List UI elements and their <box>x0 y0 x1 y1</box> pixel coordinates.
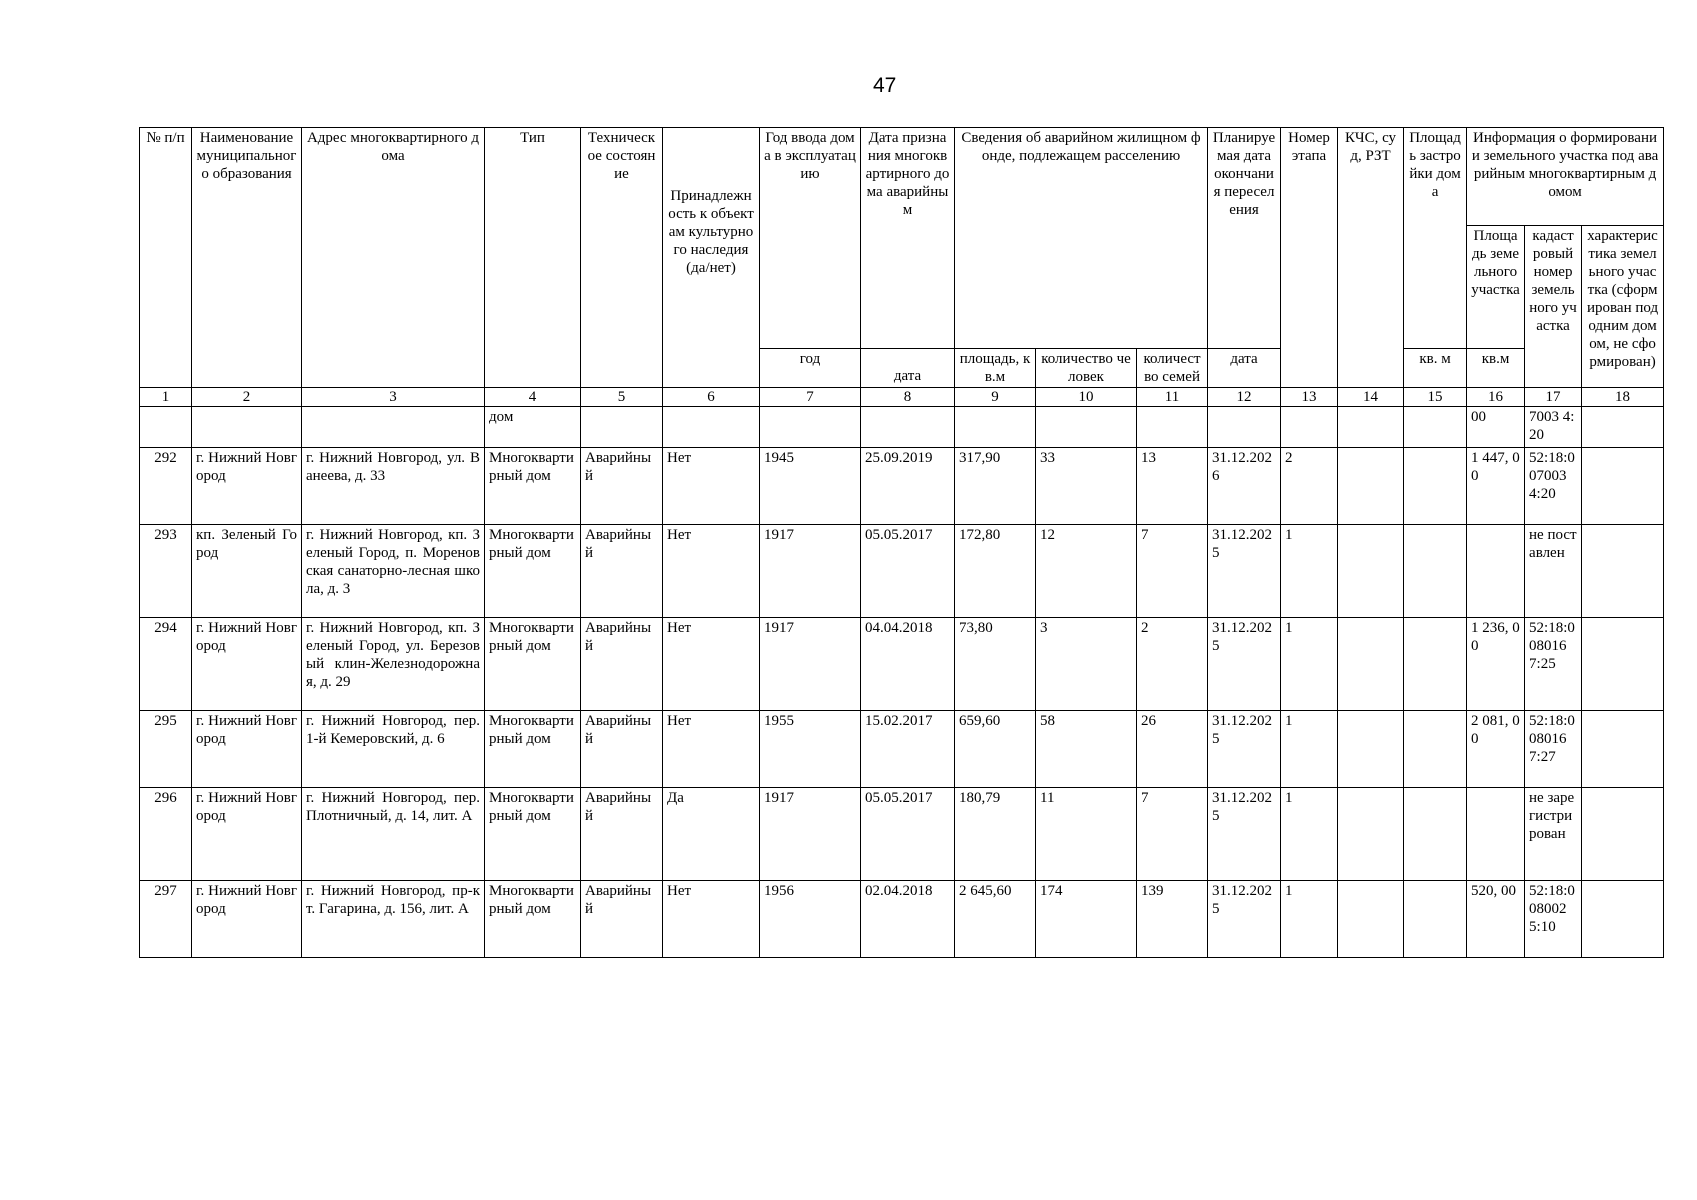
cell-built-area <box>1404 711 1467 788</box>
header-stage: Номер этапа <box>1281 128 1338 388</box>
cell-area: 2 645,60 <box>955 881 1036 958</box>
header-recognition-date: Дата признания многоквартирного дома аварийным <box>861 128 955 349</box>
cell-cadastral: 7003 4:20 <box>1525 407 1582 448</box>
cell-municipality: г. Нижний Новгород <box>192 711 302 788</box>
cell-planned-date: 31.12.2025 <box>1208 525 1281 618</box>
cell-heritage: Нет <box>663 881 760 958</box>
cell-year: 1917 <box>760 618 861 711</box>
cell-municipality: г. Нижний Новгород <box>192 881 302 958</box>
table-row <box>140 448 1664 525</box>
cell-heritage: Да <box>663 788 760 881</box>
cell-land-status <box>1582 788 1664 881</box>
cell-type: Многоквартирный дом <box>485 881 581 958</box>
header-municipality: Наименование муниципального образования <box>192 128 302 388</box>
cell-people: 33 <box>1036 448 1137 525</box>
cell-date: 05.05.2017 <box>861 525 955 618</box>
cell-land-status <box>1582 448 1664 525</box>
cell-condition: Аварийный <box>581 788 663 881</box>
continuation-row <box>140 407 1664 448</box>
cell-land-area: 1 236, 00 <box>1467 618 1525 711</box>
cell-land-status <box>1582 618 1664 711</box>
cell-number: 292 <box>140 448 192 525</box>
header-year: Год ввода дома в эксплуатацию <box>760 128 861 349</box>
cell-area: 659,60 <box>955 711 1036 788</box>
cell-heritage: Нет <box>663 448 760 525</box>
header-built-area-sub: кв. м <box>1404 349 1467 388</box>
cell-kchs <box>1338 618 1404 711</box>
cell-type: Многоквартирный дом <box>485 618 581 711</box>
cell-families: 7 <box>1137 525 1208 618</box>
column-number: 8 <box>861 388 955 407</box>
cell-planned-date: 31.12.2025 <box>1208 711 1281 788</box>
column-number: 11 <box>1137 388 1208 407</box>
cell-land-area <box>1467 525 1525 618</box>
cell-stage: 1 <box>1281 525 1338 618</box>
cell-type: Многоквартирный дом <box>485 525 581 618</box>
cell-address: г. Нижний Новгород, кп. Зеленый Город, п. Мореновская санаторно-лесная школа, д. 3 <box>302 525 485 618</box>
cell-people: 3 <box>1036 618 1137 711</box>
header-emergency-fund: Сведения об аварийном жилищном фонде, подлежащем расселению <box>955 128 1208 349</box>
cell-built-area <box>1404 881 1467 958</box>
cell-number: 294 <box>140 618 192 711</box>
cell-condition: Аварийный <box>581 881 663 958</box>
cell-planned-date: 31.12.2026 <box>1208 448 1281 525</box>
cell-date: 25.09.2019 <box>861 448 955 525</box>
column-number: 6 <box>663 388 760 407</box>
cell-area: 317,90 <box>955 448 1036 525</box>
column-number-row <box>140 388 1664 407</box>
column-number: 1 <box>140 388 192 407</box>
cell-families: 139 <box>1137 881 1208 958</box>
cell-stage: 1 <box>1281 618 1338 711</box>
cell-planned-date: 31.12.2025 <box>1208 788 1281 881</box>
column-number: 4 <box>485 388 581 407</box>
cell-date: 04.04.2018 <box>861 618 955 711</box>
column-number: 16 <box>1467 388 1525 407</box>
column-number: 18 <box>1582 388 1664 407</box>
header-row-number: № п/п <box>140 128 192 388</box>
table-row <box>140 711 1664 788</box>
cell-number: 293 <box>140 525 192 618</box>
emergency-housing-table <box>139 127 1664 958</box>
cell-kchs <box>1338 881 1404 958</box>
cell-kchs <box>1338 711 1404 788</box>
cell-stage: 2 <box>1281 448 1338 525</box>
cell-stage: 1 <box>1281 881 1338 958</box>
cell-land-area: 1 447, 00 <box>1467 448 1525 525</box>
cell-land-status <box>1582 525 1664 618</box>
header-families: количество семей <box>1137 349 1208 388</box>
column-number: 2 <box>192 388 302 407</box>
table-row <box>140 525 1664 618</box>
cell-date: 05.05.2017 <box>861 788 955 881</box>
cell-people: 58 <box>1036 711 1137 788</box>
cell-built-area <box>1404 448 1467 525</box>
cell-cadastral: 52:18:008016 7:27 <box>1525 711 1582 788</box>
cell-type: Многоквартирный дом <box>485 448 581 525</box>
cell-address: г. Нижний Новгород, пер. Плотничный, д. 14, лит. А <box>302 788 485 881</box>
cell-kchs <box>1338 525 1404 618</box>
cell-land-area: 2 081, 00 <box>1467 711 1525 788</box>
cell-families: 7 <box>1137 788 1208 881</box>
cell-families: 26 <box>1137 711 1208 788</box>
cell-address: г. Нижний Новгород, ул. Ванеева, д. 33 <box>302 448 485 525</box>
header-area: площадь, кв.м <box>955 349 1036 388</box>
cell-address: г. Нижний Новгород, кп. Зеленый Город, ул. Березовый клин-Железнодорожная, д. 29 <box>302 618 485 711</box>
cell-year: 1945 <box>760 448 861 525</box>
cell-built-area <box>1404 525 1467 618</box>
column-number: 9 <box>955 388 1036 407</box>
cell-people: 11 <box>1036 788 1137 881</box>
cell-condition: Аварийный <box>581 448 663 525</box>
table-row <box>140 881 1664 958</box>
column-number: 12 <box>1208 388 1281 407</box>
header-condition: Техническое состояние <box>581 128 663 388</box>
cell-area: 172,80 <box>955 525 1036 618</box>
cell-people: 12 <box>1036 525 1137 618</box>
page-number: 47 <box>873 74 897 97</box>
cell-land-status <box>1582 711 1664 788</box>
cell-year: 1917 <box>760 788 861 881</box>
cell-heritage: Нет <box>663 618 760 711</box>
header-year-sub: год <box>760 349 861 388</box>
cell-municipality: г. Нижний Новгород <box>192 618 302 711</box>
cell-type: Многоквартирный дом <box>485 788 581 881</box>
column-number: 17 <box>1525 388 1582 407</box>
cell-year: 1917 <box>760 525 861 618</box>
cell-area: 73,80 <box>955 618 1036 711</box>
cell-date: 15.02.2017 <box>861 711 955 788</box>
cell-heritage: Нет <box>663 711 760 788</box>
header-heritage: Принадлежность к объектам культурного наследия (да/нет) <box>663 128 760 388</box>
cell-land-area <box>1467 788 1525 881</box>
table-row <box>140 788 1664 881</box>
cell-cadastral: 52:18:008002 5:10 <box>1525 881 1582 958</box>
cell-year: 1956 <box>760 881 861 958</box>
header-land-area: Площадь земельного участка <box>1467 226 1525 349</box>
cell-number: 296 <box>140 788 192 881</box>
header-planned-date-sub: дата <box>1208 349 1281 388</box>
cell-land-area: 520, 00 <box>1467 881 1525 958</box>
header-date-sub: дата <box>861 349 955 388</box>
cell-people: 174 <box>1036 881 1137 958</box>
cell-kchs <box>1338 788 1404 881</box>
header-land-area-sub: кв.м <box>1467 349 1525 388</box>
column-number: 15 <box>1404 388 1467 407</box>
cell-cadastral: не зарегистрирован <box>1525 788 1582 881</box>
cell-planned-date: 31.12.2025 <box>1208 618 1281 711</box>
cell-condition: Аварийный <box>581 525 663 618</box>
cell-land-area: 00 <box>1467 407 1525 448</box>
header-land-info: Информация о формировании земельного участка под аварийным многоквартирным домом <box>1467 128 1664 226</box>
cell-type: Многоквартирный дом <box>485 711 581 788</box>
table-row <box>140 618 1664 711</box>
cell-number: 297 <box>140 881 192 958</box>
cell-date: 02.04.2018 <box>861 881 955 958</box>
cell-families: 2 <box>1137 618 1208 711</box>
cell-condition: Аварийный <box>581 711 663 788</box>
header-built-area: Площадь застройки дома <box>1404 128 1467 349</box>
cell-heritage: Нет <box>663 525 760 618</box>
cell-cadastral: 52:18:007003 4:20 <box>1525 448 1582 525</box>
cell-families: 13 <box>1137 448 1208 525</box>
cell-stage: 1 <box>1281 711 1338 788</box>
column-number: 3 <box>302 388 485 407</box>
header-land-status: характеристика земельного участка (сформирован под одним домом, не сформирован) <box>1582 226 1664 388</box>
column-number: 14 <box>1338 388 1404 407</box>
cell-municipality: кп. Зеленый Город <box>192 525 302 618</box>
column-number: 5 <box>581 388 663 407</box>
cell-address: г. Нижний Новгород, пер. 1-й Кемеровский, д. 6 <box>302 711 485 788</box>
cell-cadastral: 52:18:008016 7:25 <box>1525 618 1582 711</box>
cell-area: 180,79 <box>955 788 1036 881</box>
header-cadastral: кадастровый номер земельного участка <box>1525 226 1582 388</box>
cell-cadastral: не поставлен <box>1525 525 1582 618</box>
column-number: 13 <box>1281 388 1338 407</box>
header-type: Тип <box>485 128 581 388</box>
header-kchs: КЧС, суд, РЗТ <box>1338 128 1404 388</box>
header-address: Адрес многоквартирного дома <box>302 128 485 388</box>
cell-planned-date: 31.12.2025 <box>1208 881 1281 958</box>
header-planned-date: Планируемая дата окончания переселения <box>1208 128 1281 349</box>
header-people: количество человек <box>1036 349 1137 388</box>
cell-municipality: г. Нижний Новгород <box>192 448 302 525</box>
cell-municipality: г. Нижний Новгород <box>192 788 302 881</box>
cell-address: г. Нижний Новгород, пр-кт. Гагарина, д. 156, лит. А <box>302 881 485 958</box>
column-number: 10 <box>1036 388 1137 407</box>
cell-stage: 1 <box>1281 788 1338 881</box>
cell-condition: Аварийный <box>581 618 663 711</box>
cell-kchs <box>1338 448 1404 525</box>
cell-year: 1955 <box>760 711 861 788</box>
cell-built-area <box>1404 788 1467 881</box>
cell-type: дом <box>485 407 581 448</box>
cell-land-status <box>1582 881 1664 958</box>
column-number: 7 <box>760 388 861 407</box>
cell-built-area <box>1404 618 1467 711</box>
cell-number: 295 <box>140 711 192 788</box>
